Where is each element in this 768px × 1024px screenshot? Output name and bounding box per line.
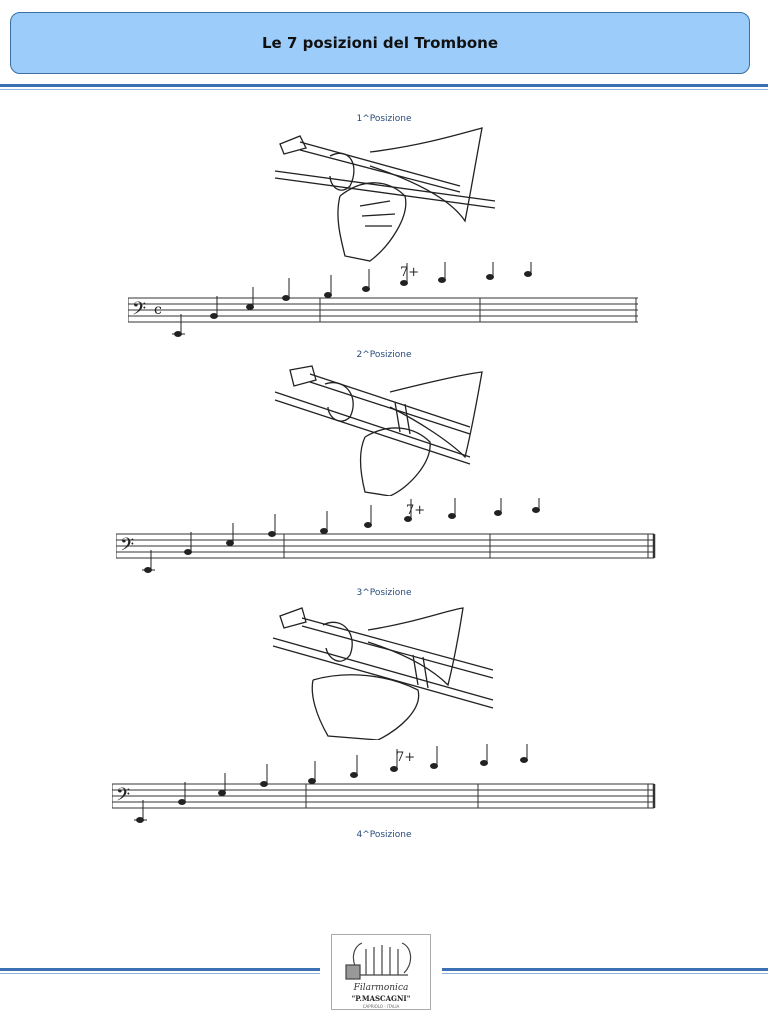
position-1-caption: 1^Posizione — [356, 114, 412, 124]
position-1-annotation: 7+ — [400, 265, 420, 280]
svg-text:𝄢: 𝄢 — [120, 535, 135, 560]
lyre-logo-icon — [332, 935, 430, 985]
position-2-annotation: 7+ — [406, 503, 426, 518]
logo-line-1: Filarmonica — [353, 983, 409, 993]
page-header — [10, 12, 750, 74]
header-rule — [0, 84, 768, 87]
page-title: Le 7 posizioni del Trombone — [261, 34, 499, 52]
logo-line-2: "P.MASCAGNI" — [351, 994, 411, 1003]
position-3-staff — [112, 744, 656, 828]
position-2-staff — [116, 498, 656, 578]
position-3-caption: 3^Posizione — [356, 588, 412, 598]
footer-rule-left — [0, 968, 320, 971]
position-3-annotation: 7+ — [396, 750, 416, 765]
trombone-illustration-icon — [270, 126, 500, 264]
position-1-staff — [128, 262, 640, 342]
position-2-caption: 2^Posizione — [356, 350, 412, 360]
svg-text:c: c — [154, 302, 162, 318]
trombone-illustration-icon — [268, 600, 502, 740]
footer-rule-right — [442, 968, 768, 971]
bass-clef-icon — [116, 785, 130, 810]
bass-clef-icon — [132, 299, 146, 324]
footer-logo — [331, 934, 431, 1010]
position-4-caption: 4^Posizione — [356, 830, 412, 840]
trombone-illustration-icon — [270, 362, 500, 496]
bass-clef-icon — [120, 535, 134, 560]
logo-line-3: CAPRIOLO - ITALIA — [362, 1004, 400, 1009]
svg-text:𝄢: 𝄢 — [132, 299, 147, 324]
svg-text:𝄢: 𝄢 — [116, 785, 131, 810]
